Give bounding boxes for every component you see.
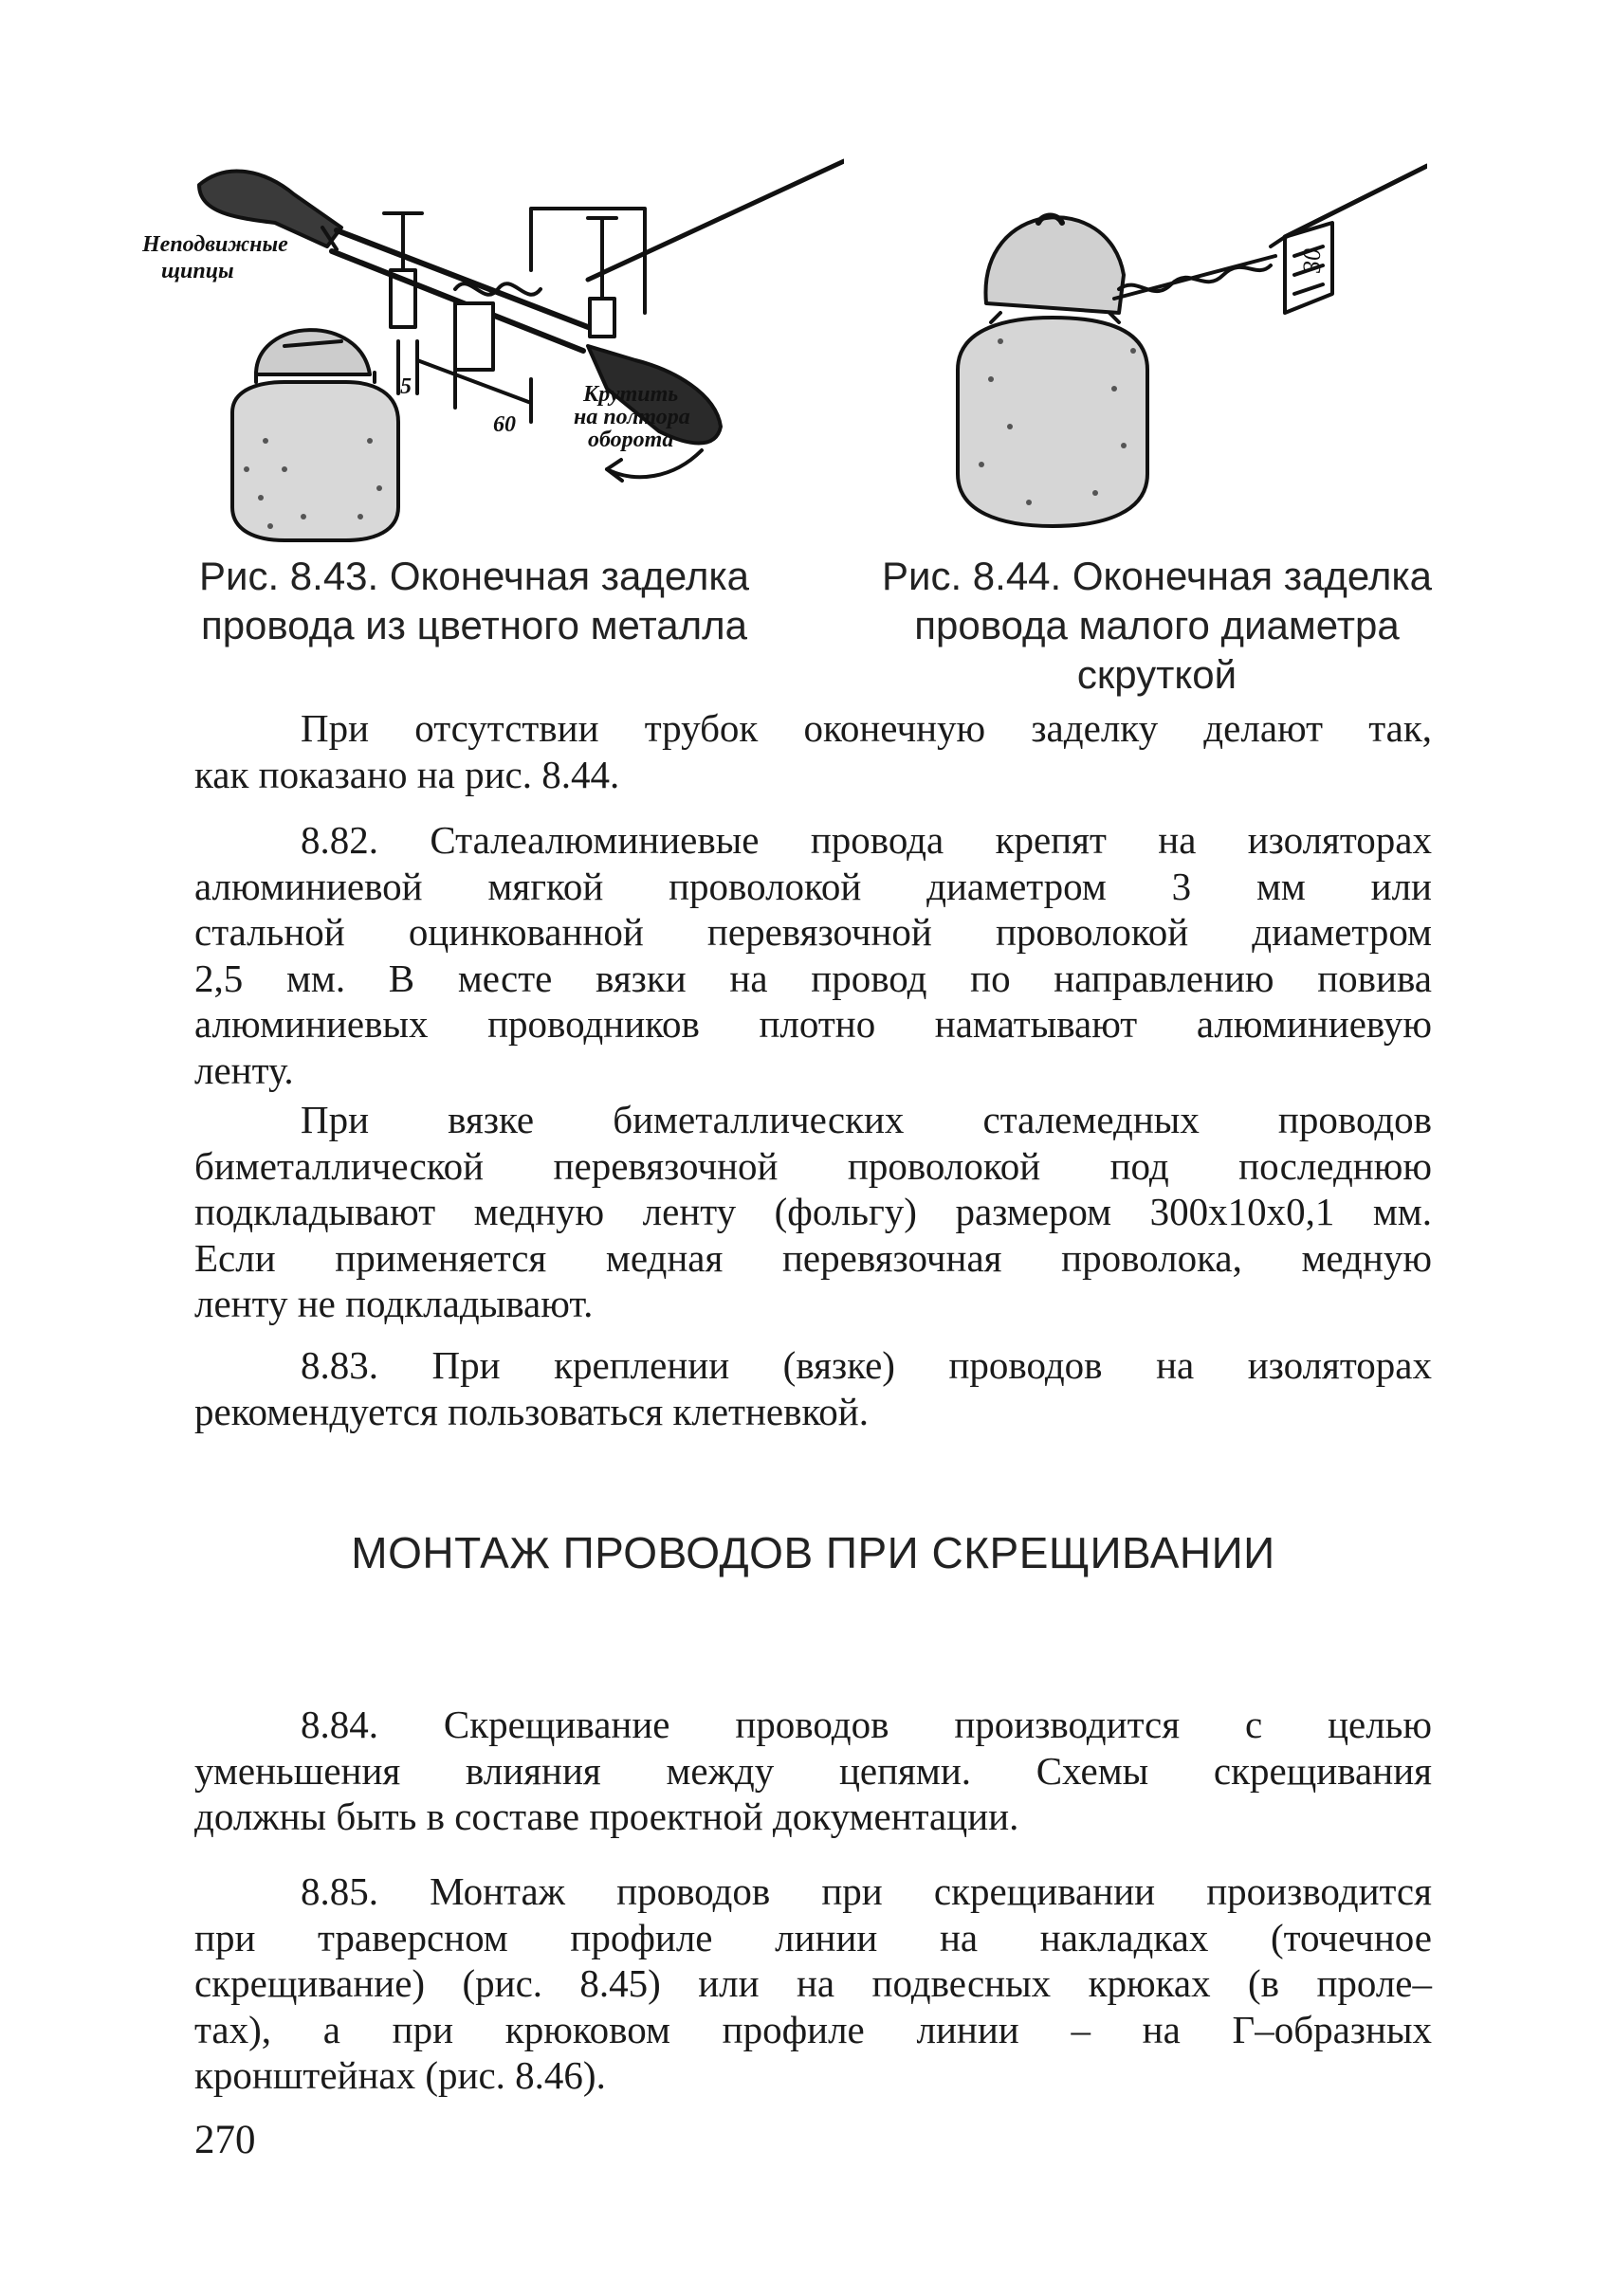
clamps-label-line-2: щипцы	[161, 259, 234, 283]
dimension-30-label: 30	[1298, 248, 1326, 273]
text-line: ленту.	[194, 1048, 294, 1092]
text-line: как показано на рис. 8.44.	[194, 752, 620, 796]
dimension-5-label: 5	[400, 374, 412, 399]
paragraph-bimetal-wires	[194, 1097, 1432, 1327]
text-line: 8.85. Монтаж проводов при скрещивании производится	[301, 1869, 1432, 1913]
text-line: 8.83. При креплении (вязке) проводов на изоляторах	[301, 1343, 1432, 1387]
text-line: Если применяется медная перевязочная проволока, медную	[194, 1235, 1432, 1280]
text-line: скрещивание) (рис. 8.45) или на подвесных крюках (в проле–	[194, 1961, 1432, 2005]
text-line: при траверсном профиле линии на накладках (точечное	[194, 1915, 1432, 1959]
caption-line: скруткой	[1076, 652, 1237, 697]
caption-line: Рис. 8.44. Оконечная заделка	[881, 554, 1433, 598]
turn-label-line-1: Крутить	[583, 382, 679, 407]
text-line: тах), а при крюковом профиле линии – на Г–образных	[194, 2007, 1432, 2051]
text-line: уменьшения влияния между цепями. Схемы скрещивания	[194, 1748, 1432, 1793]
text-line: ленту не подкладывают.	[194, 1282, 594, 1325]
text-line: алюминиевой мягкой проволокой диаметром 3 мм или	[194, 864, 1432, 908]
figure-8-44-caption	[834, 552, 1479, 700]
caption-line: Рис. 8.43. Оконечная заделка	[198, 554, 750, 598]
section-heading: МОНТАЖ ПРОВОДОВ ПРИ СКРЕЩИВАНИИ	[351, 1528, 1275, 1577]
text-line: кронштейнах (рис. 8.46).	[194, 2053, 606, 2097]
text-line: 2,5 мм. В месте вязки на провод по направлению повива	[194, 956, 1432, 1000]
paragraph-no-tubes	[194, 705, 1432, 797]
text-line: должны быть в составе проектной документации.	[194, 1795, 1019, 1838]
text-line: 8.84. Скрещивание проводов производится с целью	[301, 1703, 1432, 1746]
caption-line: провода из цветного металла	[200, 603, 748, 647]
text-line: При отсутствии трубок оконечную заделку делают так,	[301, 706, 1432, 750]
paragraph-8-82	[194, 817, 1432, 1093]
text-line: биметаллической перевязочной проволокой под последнюю	[194, 1143, 1432, 1188]
text-line: При вязке биметаллических сталемедных проводов	[301, 1098, 1432, 1141]
text-line: алюминиевых проводников плотно наматывают алюминиевую	[194, 1002, 1432, 1046]
text-line: 8.82. Сталеалюминиевые провода крепят на изоляторах	[301, 818, 1432, 862]
clamps-label-line-1: Неподвижные	[142, 232, 288, 257]
paragraph-8-83	[194, 1342, 1432, 1434]
turn-label-line-3: оборота	[588, 428, 674, 452]
text-line: стальной оцинкованной перевязочной проволокой диаметром	[194, 910, 1432, 954]
paragraph-8-84	[194, 1702, 1432, 1840]
dimension-60-label: 60	[493, 412, 516, 437]
paragraph-8-85	[194, 1868, 1432, 2099]
figure-8-44-illustration	[934, 161, 1427, 540]
caption-line: провода малого диаметра	[914, 603, 1400, 647]
text-line: подкладывают медную ленту (фольгу) размером 300x10x0,1 мм.	[194, 1190, 1432, 1233]
page-number: 270	[194, 2118, 256, 2162]
figure-8-43-caption	[166, 552, 782, 650]
figure-8-43-illustration	[142, 156, 844, 555]
text-line: рекомендуется пользоваться клетневкой.	[194, 1389, 869, 1433]
turn-label-line-2: на полтора	[574, 405, 690, 429]
